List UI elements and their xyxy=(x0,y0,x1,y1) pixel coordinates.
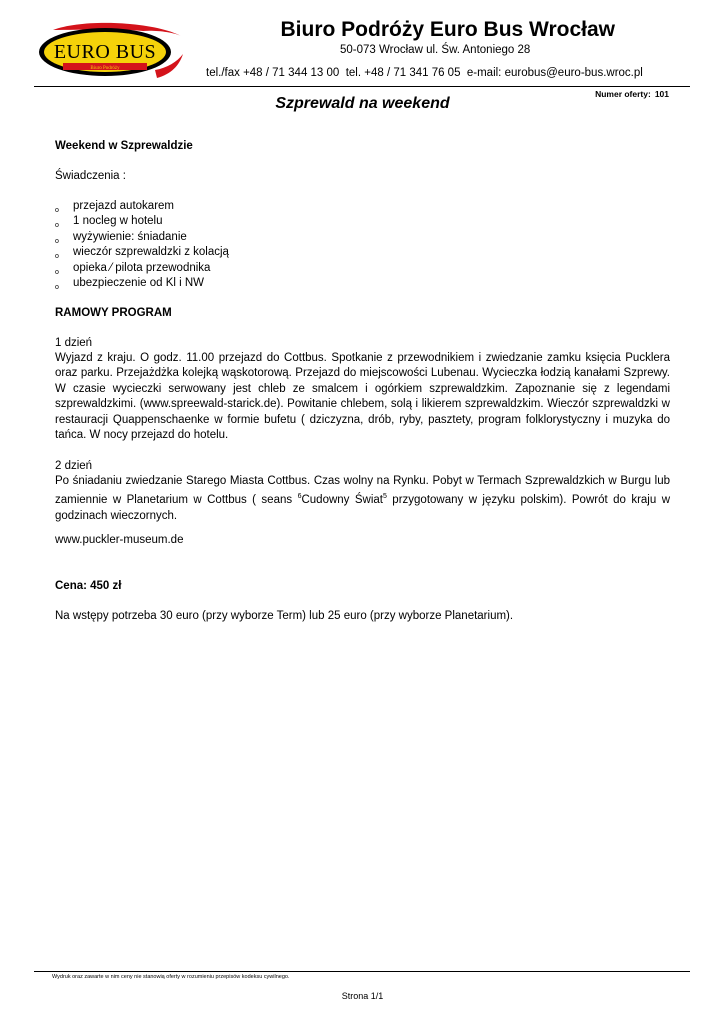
benefit-item: o ubezpieczenie od Kl i NW xyxy=(55,276,229,291)
bullet-icon: o xyxy=(55,284,59,292)
benefits-list xyxy=(55,199,229,291)
benefit-item: o 1 nocleg w hotelu xyxy=(55,214,229,229)
footer-divider xyxy=(34,971,690,972)
logo-text: EURO BUS xyxy=(53,41,157,63)
offer-number-label: Numer oferty: xyxy=(595,89,651,99)
offer-title: Szprewald na weekend xyxy=(275,95,450,112)
company-contact xyxy=(206,67,643,79)
price: Cena: 450 zł xyxy=(55,580,122,592)
bullet-icon: o xyxy=(55,222,59,230)
company-name: Biuro Podróży Euro Bus Wrocław xyxy=(280,18,615,41)
trip-heading: Weekend w Szprewaldzie xyxy=(55,140,193,152)
benefit-item: o opieka ⁄ pilota przewodnika xyxy=(55,261,229,276)
day2-text: Po śniadaniu zwiedzanie Starego Miasta Cottbus. Czas wolny na Rynku. Pobyt w Termach Szprewaldzkich w Burgu lub zamiennie w Planetarium w Cottbus ( seans $^6$Cudowny Świat$^5$ przygotowany w języku polskim). Powrót do kraju w godzinach wieczornych. xyxy=(55,475,670,522)
benefit-item: o wieczór szprewaldzki z kolacją xyxy=(55,245,229,260)
footer-disclaimer: Wydruk oraz zawarte w nim ceny nie stanowią oferty w rozumieniu przepisów kodeksu cywilnego. xyxy=(52,974,290,980)
header-divider xyxy=(34,86,690,87)
logo-subtext: Biuro Podróży xyxy=(90,66,120,71)
company-address: 50-073 Wrocław ul. Św. Antoniego 28 xyxy=(340,44,531,56)
bullet-icon: o xyxy=(55,237,59,245)
bullet-icon: o xyxy=(55,253,59,261)
benefit-item: o wyżywienie: śniadanie xyxy=(55,230,229,245)
contact-email: e-mail: eurobus@euro-bus.wroc.pl xyxy=(466,67,643,79)
bullet-icon: o xyxy=(55,207,59,214)
website-link[interactable]: www.puckler-museum.de xyxy=(55,534,184,546)
day1-label: 1 dzień xyxy=(55,337,93,349)
euro-bus-logo xyxy=(35,22,185,82)
contact-tel: tel. +48 / 71 341 76 05 xyxy=(345,67,461,79)
offer-number-value: 101 xyxy=(654,89,669,99)
entry-note: Na wstępy potrzeba 30 euro (przy wyborze Term) lub 25 euro (przy wyborze Planetarium). xyxy=(55,610,514,622)
benefit-item: o przejazd autokarem xyxy=(55,199,229,214)
program-heading: RAMOWY PROGRAM xyxy=(55,307,172,319)
benefits-label: Świadczenia : xyxy=(55,170,126,182)
page-number: Strona 1/1 xyxy=(341,991,384,1001)
bullet-icon: o xyxy=(55,268,59,276)
contact-phone: tel./fax +48 / 71 344 13 00 xyxy=(206,67,340,79)
day2-label: 2 dzień xyxy=(55,460,93,472)
day1-text: Wyjazd z kraju. O godz. 11.00 przejazd do Cottbus. Spotkanie z przewodnikiem i zwiedzanie zamku księcia Pucklera oraz parku. Przejażdżka kolejką wąskotorową. Przejazd do miejscowości Lubenau. Wycieczka łodzią kanałami Szprewy. W czasie wycieczki serwowany jest chleb ze smalcem i ogórkiem szprewaldzkim. Zapoznanie się z legendami szprewaldzkimi. (www.spreewald-starick.de). Powitanie chlebem, solą i likierem szprewaldzkim. Wieczór szprewaldzki w restauracji Quappenschaenke w formie bufetu ( dziczyzna, drób, ryby, pasztety, program folklorystyczny i muzyka do tańca. W nocy przejazd do hotelu. xyxy=(55,352,670,442)
